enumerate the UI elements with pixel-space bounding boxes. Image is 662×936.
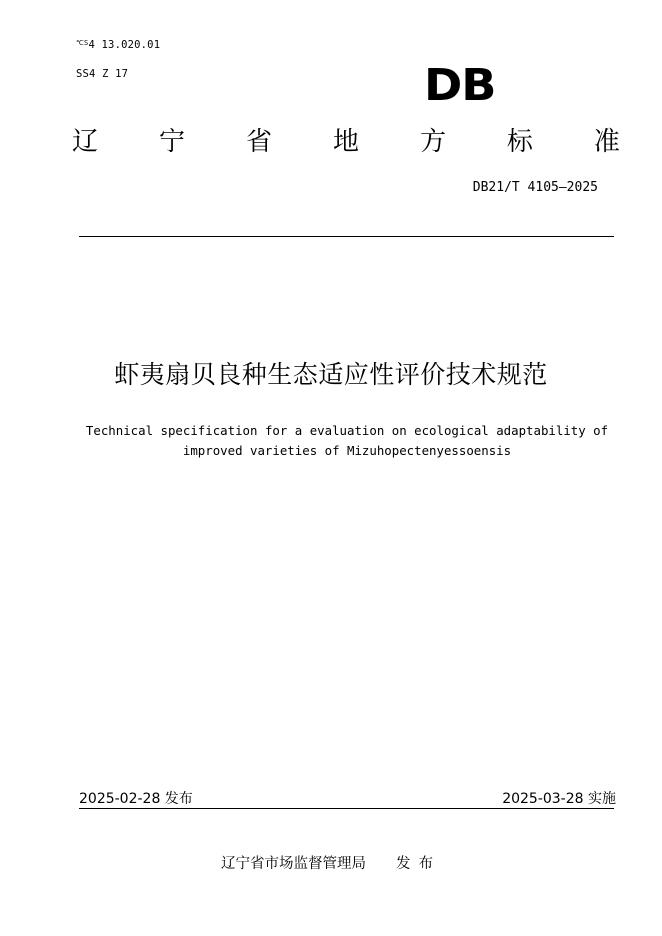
ics-mark: ℃S [76,39,89,47]
ics-code-value: 4 13.020.01 [88,39,161,51]
standard-title-char: 方 [419,127,446,157]
publish-date: 2025-02-28 发布 [79,791,193,807]
ccs-code-value: 4 Z 17 [89,68,129,80]
standard-number: DB21/T 4105—2025 [472,180,598,195]
standard-title-char: 省 [245,127,272,157]
bottom-divider [79,808,614,809]
standard-title-char: 辽 [72,127,99,157]
ccs-mark: SS [76,68,90,80]
issuer-verb: 发布 [396,856,441,872]
standard-title-char: 标 [506,127,533,157]
standard-category-title [72,122,620,162]
issuer-name: 辽宁省市场监督管理局 [221,856,366,872]
issuer-line [0,852,662,873]
db-logo: DB [424,60,496,111]
ccs-code [76,68,128,80]
standard-title-char: 准 [593,127,620,157]
standard-title-char: 宁 [158,127,185,157]
standard-title-char: 地 [332,127,359,157]
ics-code [76,39,160,51]
document-title-en: Technical specification for a evaluation on ecological adaptability of improved varieties of Mizuhopectenyessoensis [85,423,609,458]
top-divider [79,236,614,237]
document-title-zh: 虾夷扇贝良种生态适应性评价技术规范 [114,360,548,389]
implement-date: 2025-03-28 实施 [502,791,616,807]
